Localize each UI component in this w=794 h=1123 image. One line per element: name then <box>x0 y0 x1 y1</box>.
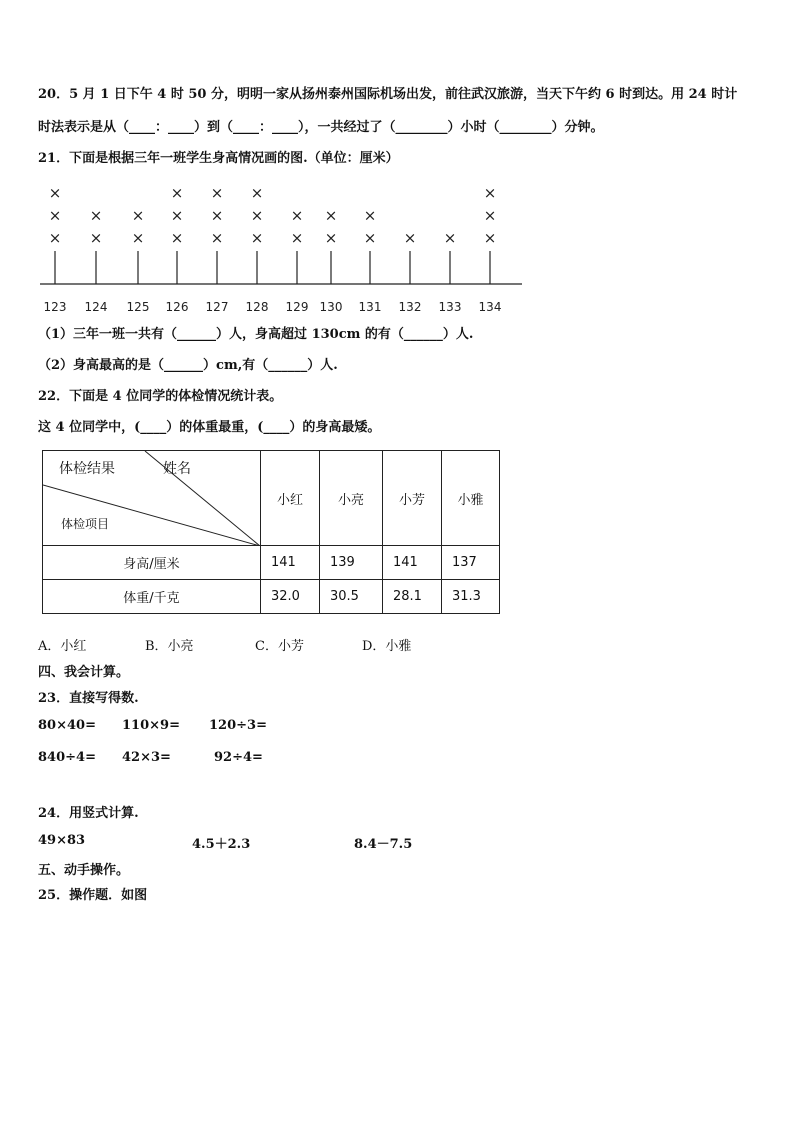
calc-item: 840÷4= <box>38 750 96 765</box>
student-mark: × <box>210 206 224 225</box>
calc-item: 80×40= <box>38 718 96 733</box>
vertical-calc-item: 4.5＋2.3 <box>192 837 251 852</box>
tick-label: 127 <box>205 300 229 314</box>
table-cell: 30.5 <box>320 580 383 614</box>
student-mark: × <box>210 229 224 247</box>
student-mark: × <box>131 206 145 225</box>
student-mark: × <box>210 184 224 202</box>
calc-item: 120÷3= <box>209 718 267 733</box>
health-check-table <box>42 450 500 614</box>
calc-item: 42×3= <box>122 750 171 765</box>
q22-title: 22．下面是 4 位同学的体检情况统计表。 <box>38 389 283 404</box>
student-mark: × <box>483 184 497 202</box>
calc-item: 110×9= <box>122 718 180 733</box>
student-mark: × <box>290 229 304 247</box>
section-5-heading: 五、动手操作。 <box>38 863 130 878</box>
tick-label: 133 <box>438 300 462 314</box>
name-cell: 小红 <box>261 451 320 546</box>
table-cell: 141 <box>383 546 442 580</box>
q23-title: 23．直接写得数. <box>38 691 139 706</box>
student-mark: × <box>89 206 103 225</box>
section-4-heading: 四、我会计算。 <box>38 665 130 680</box>
table-cell: 31.3 <box>442 580 500 614</box>
option-d: D．小雅 <box>362 639 412 654</box>
student-mark: × <box>170 184 184 202</box>
q21-sub1: （1）三年一班一共有（______）人，身高超过 130cm 的有（______）人. <box>38 327 474 342</box>
header-bottom-label: 体检项目 <box>61 517 110 531</box>
tick-label: 134 <box>478 300 502 314</box>
q21-sub2: （2）身高最高的是（______）cm,有（______）人. <box>38 358 338 373</box>
tick-label: 131 <box>358 300 382 314</box>
q21-title: 21．下面是根据三年一班学生身高情况画的图.（单位：厘米） <box>38 151 399 166</box>
student-mark: × <box>48 229 62 247</box>
tick-label: 128 <box>245 300 269 314</box>
q20-line1: 20．5 月 1 日下午 4 时 50 分，明明一家从扬州泰州国际机场出发，前往武汉旅游，当天下午约 6 时到达。用 24 时计 <box>38 87 738 102</box>
q24-title: 24．用竖式计算. <box>38 806 139 821</box>
header-top-label: 体检结果 <box>59 461 115 477</box>
student-mark: × <box>48 206 62 225</box>
name-cell: 小雅 <box>442 451 500 546</box>
vertical-calc-item: 8.4－7.5 <box>354 837 413 852</box>
student-mark: × <box>483 206 497 225</box>
name-cell: 小亮 <box>320 451 383 546</box>
table-cell: 139 <box>320 546 383 580</box>
student-mark: × <box>250 206 264 225</box>
q22-question: 这 4 位同学中，(____）的体重最重，(____）的身高最矮。 <box>38 420 381 435</box>
calc-item: 92÷4= <box>214 750 263 765</box>
student-mark: × <box>89 229 103 247</box>
table-cell: 141 <box>261 546 320 580</box>
student-mark: × <box>131 229 145 247</box>
student-mark: × <box>250 184 264 202</box>
tick-label: 124 <box>84 300 108 314</box>
q20-line2: 时法表示是从（____：____）到（____：____），一共经过了（________）小时（________）分钟。 <box>38 120 604 135</box>
student-mark: × <box>483 229 497 247</box>
student-mark: × <box>324 206 338 225</box>
option-a: A．小红 <box>38 639 87 654</box>
student-mark: × <box>290 206 304 225</box>
tick-label: 129 <box>285 300 309 314</box>
table-cell: 32.0 <box>261 580 320 614</box>
tick-label: 132 <box>398 300 422 314</box>
row-label: 身高/厘米 <box>43 546 261 580</box>
tick-label: 125 <box>126 300 150 314</box>
option-b: B．小亮 <box>145 639 194 654</box>
student-mark: × <box>443 229 457 247</box>
tick-label: 130 <box>319 300 343 314</box>
table-cell: 137 <box>442 546 500 580</box>
tick-label: 123 <box>43 300 67 314</box>
diagonal-header-cell <box>43 451 261 546</box>
table-cell: 28.1 <box>383 580 442 614</box>
student-mark: × <box>324 229 338 247</box>
student-mark: × <box>403 229 417 247</box>
student-mark: × <box>363 229 377 247</box>
name-cell: 小芳 <box>383 451 442 546</box>
tick-label: 126 <box>165 300 189 314</box>
student-mark: × <box>363 206 377 225</box>
option-c: C．小芳 <box>255 639 304 654</box>
row-label: 体重/千克 <box>43 580 261 614</box>
vertical-calc-item: 49×83 <box>38 833 86 848</box>
header-name-label: 姓名 <box>163 461 191 477</box>
height-line-plot <box>0 175 540 320</box>
student-mark: × <box>170 229 184 247</box>
student-mark: × <box>170 206 184 225</box>
q25-title: 25．操作题．如图 <box>38 888 148 903</box>
student-mark: × <box>250 229 264 247</box>
student-mark: × <box>48 184 62 202</box>
